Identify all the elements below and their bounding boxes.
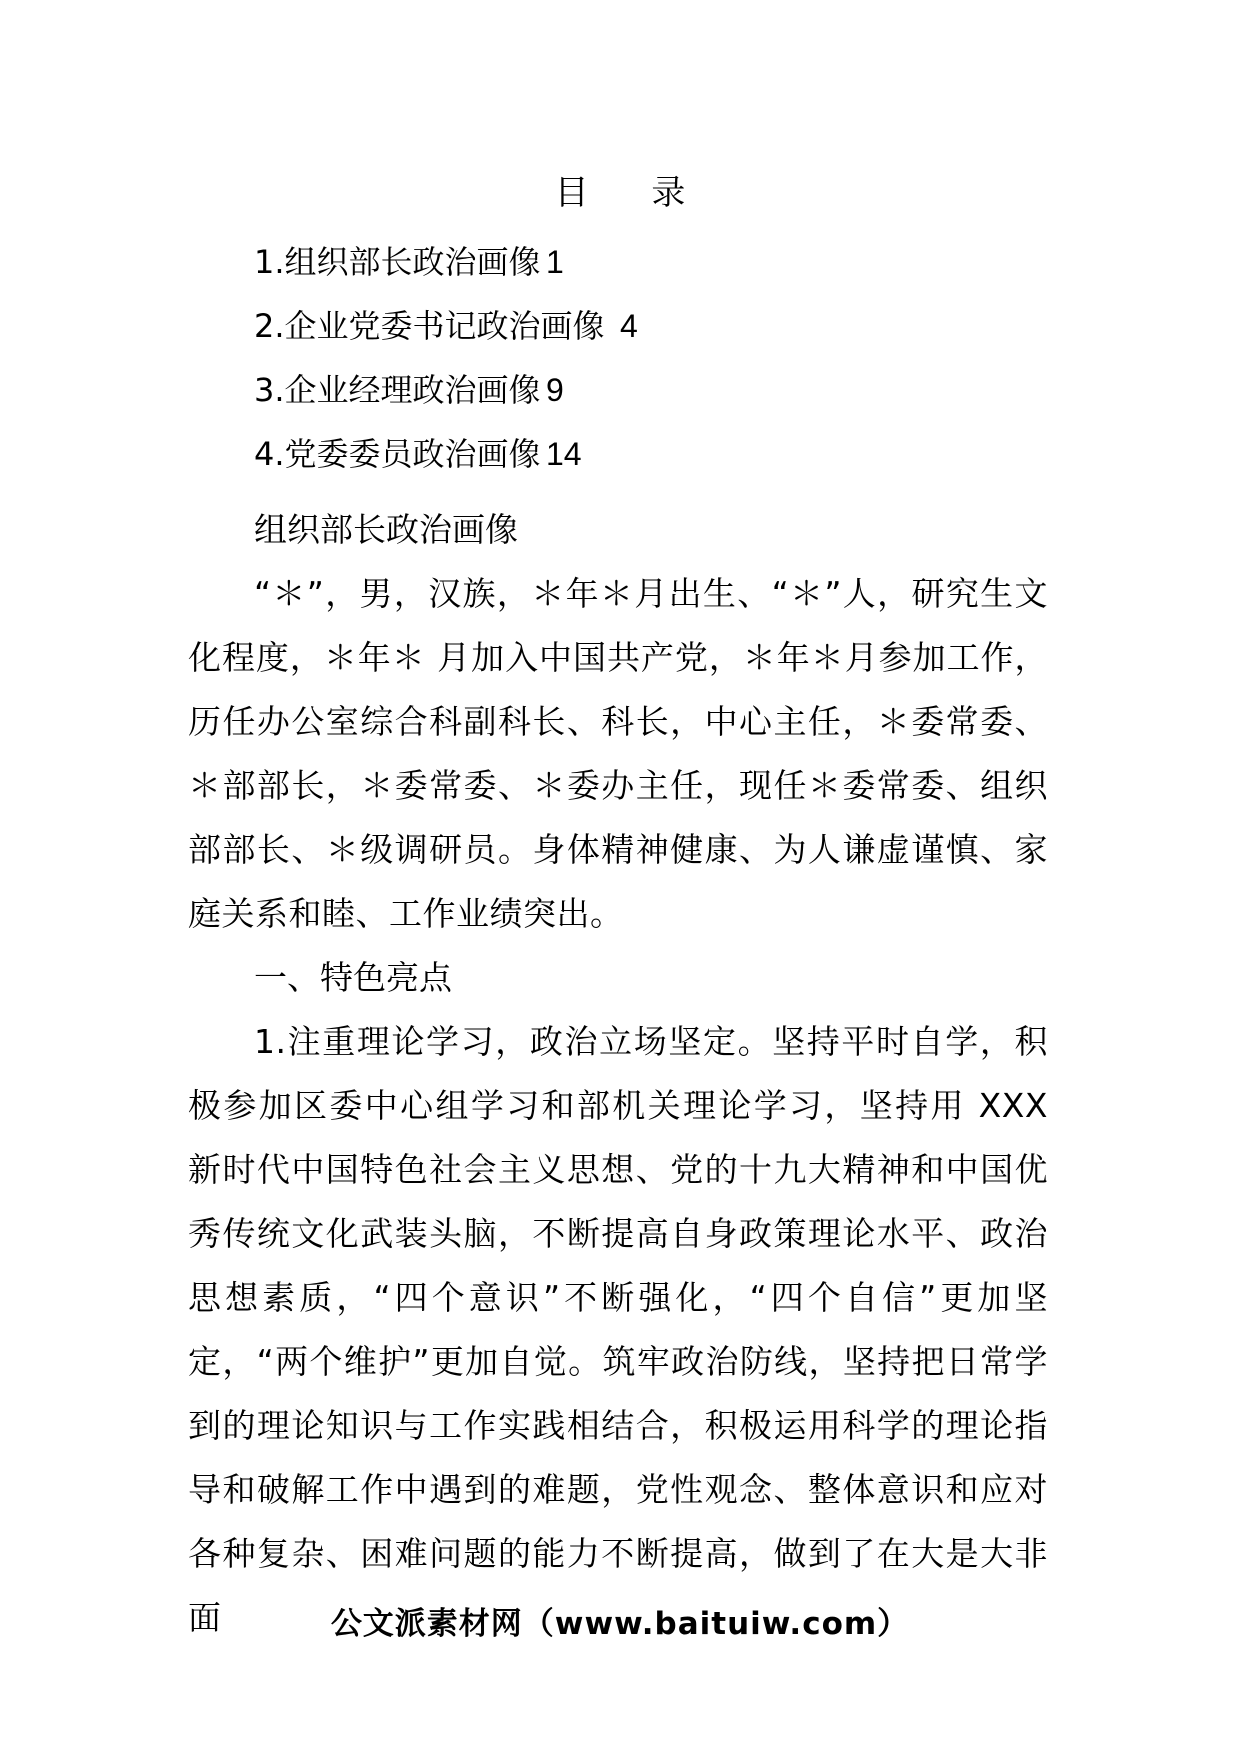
toc-entry-page: 4: [620, 308, 638, 344]
toc-entry[interactable]: [254, 240, 638, 304]
toc-entry-label: 2.企业党委书记政治画像: [254, 307, 605, 345]
section-heading: 一、特色亮点: [254, 958, 452, 997]
toc-entry-page: 1: [546, 244, 564, 280]
toc-entry-page: 9: [546, 372, 564, 408]
toc-title: 目 录: [554, 173, 712, 213]
toc-entry[interactable]: [254, 368, 638, 432]
intro-paragraph: “＊”，男，汉族，＊年＊月出生、“＊”人，研究生文化程度，＊年＊ 月加入中国共产党，＊年＊月参加工作，历任办公室综合科副科长、科长，中心主任，＊委常委、＊部部长，＊委常委、＊委办主任，现任＊委常委、组织部部长、＊级调研员。身体精神健康、为人谦虚谨慎、家庭关系和睦、工作业绩突出。: [188, 574, 1048, 933]
article-body: [188, 498, 1048, 1650]
section-paragraph: 1.注重理论学习，政治立场坚定。坚持平时自学，积极参加区委中心组学习和部机关理论学习，坚持用 XXX 新时代中国特色社会主义思想、党的十九大精神和中国优秀传统文化武装头脑，不断提高自身政策理论水平、政治思想素质，“四个意识”不断强化，“四个自信”更加坚定，“两个维护”更加自觉。筑牢政治防线，坚持把日常学到的理论知识与工作实践相结合，积极运用科学的理论指导和破解工作中遇到的难题，党性观念、整体意识和应对各种复杂、困难问题的能力不断提高，做到了在大是大非面: [188, 1022, 1048, 1637]
toc-entry-label: 4.党委委员政治画像: [254, 435, 541, 473]
table-of-contents: [254, 240, 638, 496]
toc-entry-label: 3.企业经理政治画像: [254, 371, 541, 409]
toc-entry[interactable]: [254, 432, 638, 496]
footer-watermark: 公文派素材网（www.baituiw.com）: [330, 1606, 910, 1642]
toc-entry[interactable]: [254, 304, 638, 368]
toc-entry-page: 14: [546, 436, 582, 472]
toc-entry-label: 1.组织部长政治画像: [254, 243, 541, 281]
article-heading: 组织部长政治画像: [254, 510, 518, 549]
